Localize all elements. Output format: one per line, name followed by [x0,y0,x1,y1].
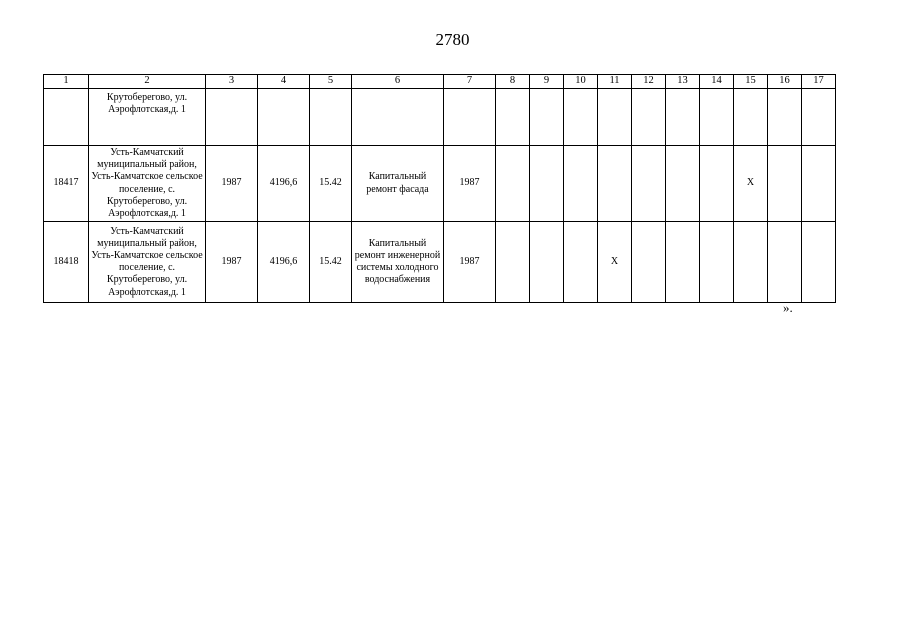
cell-area: 4196,6 [258,222,310,303]
cell-col-12 [632,222,666,303]
column-header-16: 16 [768,75,802,89]
cell-value-5 [310,89,352,146]
cell-work-type: Капитальный ремонт инженерной системы холодного водоснабжения [352,222,444,303]
cell-value-5: 15.42 [310,146,352,222]
capital-repair-table [43,74,836,303]
cell-col-12 [632,89,666,146]
cell-col-11: Х [598,222,632,303]
cell-address: Усть-Камчатский муниципальный район, Усть-Камчатское сельское поселение, с. Крутоберегово, ул. Аэрофлотская,д. 1 [89,222,206,303]
column-header-15: 15 [734,75,768,89]
column-header-12: 12 [632,75,666,89]
cell-year-built: 1987 [206,146,258,222]
cell-col-13 [666,146,700,222]
cell-number [44,89,89,146]
cell-col-12 [632,146,666,222]
cell-col-14 [700,146,734,222]
closing-quote-mark: ». [783,300,793,315]
cell-number: 18417 [44,146,89,222]
cell-col-8 [496,222,530,303]
column-header-13: 13 [666,75,700,89]
column-header-7: 7 [444,75,496,89]
cell-col-17 [802,89,836,146]
cell-col-10 [564,89,598,146]
cell-col-13 [666,89,700,146]
column-header-10: 10 [564,75,598,89]
capital-repair-table-container [43,74,824,303]
column-header-4: 4 [258,75,310,89]
cell-work-type [352,89,444,146]
cell-col-10 [564,222,598,303]
cell-value-5: 15.42 [310,222,352,303]
cell-area [258,89,310,146]
cell-col-9 [530,222,564,303]
cell-area: 4196,6 [258,146,310,222]
column-header-1: 1 [44,75,89,89]
cell-col-11 [598,146,632,222]
cell-col-11 [598,89,632,146]
cell-address: Усть-Камчатский муниципальный район, Усть-Камчатское сельское поселение, с. Крутоберегово, ул. Аэрофлотская,д. 1 [89,146,206,222]
cell-col-14 [700,89,734,146]
cell-year-7: 1987 [444,222,496,303]
column-header-5: 5 [310,75,352,89]
cell-col-13 [666,222,700,303]
column-header-6: 6 [352,75,444,89]
cell-number: 18418 [44,222,89,303]
cell-col-8 [496,146,530,222]
cell-col-9 [530,89,564,146]
cell-address: Крутоберегово, ул. Аэрофлотская,д. 1 [89,89,206,146]
table-row [44,89,836,146]
cell-col-16 [768,222,802,303]
cell-col-8 [496,89,530,146]
cell-col-16 [768,89,802,146]
cell-year-7: 1987 [444,146,496,222]
cell-col-17 [802,222,836,303]
column-header-17: 17 [802,75,836,89]
column-header-9: 9 [530,75,564,89]
column-header-8: 8 [496,75,530,89]
cell-col-16 [768,146,802,222]
cell-year-built [206,89,258,146]
table-row [44,146,836,222]
cell-year-built: 1987 [206,222,258,303]
column-header-11: 11 [598,75,632,89]
table-row [44,222,836,303]
cell-col-9 [530,146,564,222]
cell-col-14 [700,222,734,303]
cell-col-15 [734,222,768,303]
table-header-row [44,75,836,89]
cell-work-type: Капитальный ремонт фасада [352,146,444,222]
cell-col-15 [734,89,768,146]
cell-col-10 [564,146,598,222]
cell-col-17 [802,146,836,222]
column-header-2: 2 [89,75,206,89]
page-number: 2780 [435,30,470,49]
cell-col-15: Х [734,146,768,222]
column-header-3: 3 [206,75,258,89]
column-header-14: 14 [700,75,734,89]
cell-year-7 [444,89,496,146]
